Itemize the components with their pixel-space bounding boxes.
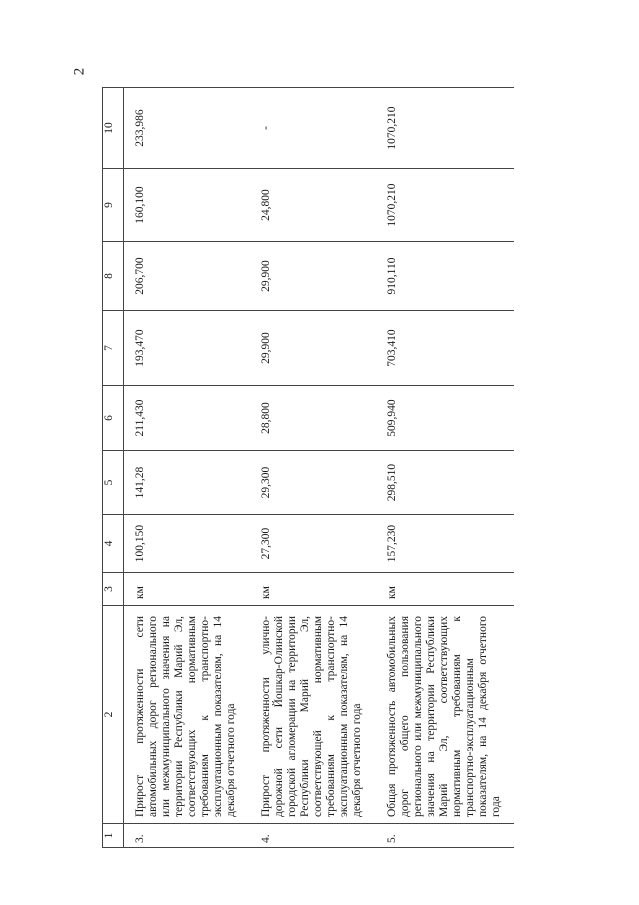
value-col-9: 160,100 xyxy=(124,169,250,242)
header-cell-6: 6 xyxy=(103,386,124,451)
value-col-4: 157,230 xyxy=(376,515,514,573)
table-row xyxy=(376,88,514,848)
value-col-9: 1070,210 xyxy=(376,169,514,242)
value-col-7: 193,470 xyxy=(124,311,250,386)
value-col-6: 28,800 xyxy=(250,386,376,451)
header-cell-2: 2 xyxy=(103,606,124,824)
indicator-name: Прирост протяженности улично-дорожной сети Йошкар-Олинской городской агломерации на территории Республики Марий Эл, соответствующей нормативным требованиям к транспортно-эксплуатационным показателям, на 14 декабря отчетного года xyxy=(250,606,376,824)
value-col-6: 211,430 xyxy=(124,386,250,451)
unit-cell: км xyxy=(376,573,514,606)
value-col-7: 703,410 xyxy=(376,311,514,386)
row-number: 3. xyxy=(124,824,250,848)
row-number: 4. xyxy=(250,824,376,848)
value-col-8: 910,110 xyxy=(376,242,514,311)
header-cell-10: 10 xyxy=(103,88,124,169)
page-number: 2 xyxy=(71,67,88,76)
value-col-4: 27,300 xyxy=(250,515,376,573)
header-cell-3: 3 xyxy=(103,573,124,606)
value-col-5: 141,28 xyxy=(124,451,250,515)
unit-cell: км xyxy=(124,573,250,606)
unit-cell: км xyxy=(250,573,376,606)
indicator-name: Общая протяженность автомобильных дорог общего пользования регионального или межмуниципального значения на территории Республики Марий Эл, соответствующих нормативным требованиям к транспортно-эксплуатационным показателям, на 14 декабря отчетного года xyxy=(376,606,514,824)
value-col-10: 233,986 xyxy=(124,88,250,169)
value-col-6: 509,940 xyxy=(376,386,514,451)
header-cell-8: 8 xyxy=(103,242,124,311)
value-col-10: 1070,210 xyxy=(376,88,514,169)
value-col-8: 206,700 xyxy=(124,242,250,311)
row-number: 5. xyxy=(376,824,514,848)
header-cell-5: 5 xyxy=(103,451,124,515)
value-col-5: 298,510 xyxy=(376,451,514,515)
table-row xyxy=(250,88,376,848)
indicator-name: Прирост протяженности сети автомобильных дорог регионального или межмуниципального значения на территории Республики Марий Эл, соответствующих нормативным требованиям к транспортно-эксплуатационным показателям, на 14 декабря отчетного года xyxy=(124,606,250,824)
value-col-7: 29,900 xyxy=(250,311,376,386)
value-col-9: 24,800 xyxy=(250,169,376,242)
header-row xyxy=(103,88,124,848)
table-row xyxy=(124,88,250,848)
value-col-4: 100,150 xyxy=(124,515,250,573)
value-col-10: - xyxy=(250,88,376,169)
value-col-5: 29,300 xyxy=(250,451,376,515)
indicators-table xyxy=(102,87,514,848)
rotated-table-container xyxy=(102,88,576,848)
header-cell-1: 1 xyxy=(103,824,124,848)
header-cell-7: 7 xyxy=(103,311,124,386)
header-cell-4: 4 xyxy=(103,515,124,573)
header-cell-9: 9 xyxy=(103,169,124,242)
value-col-8: 29,900 xyxy=(250,242,376,311)
